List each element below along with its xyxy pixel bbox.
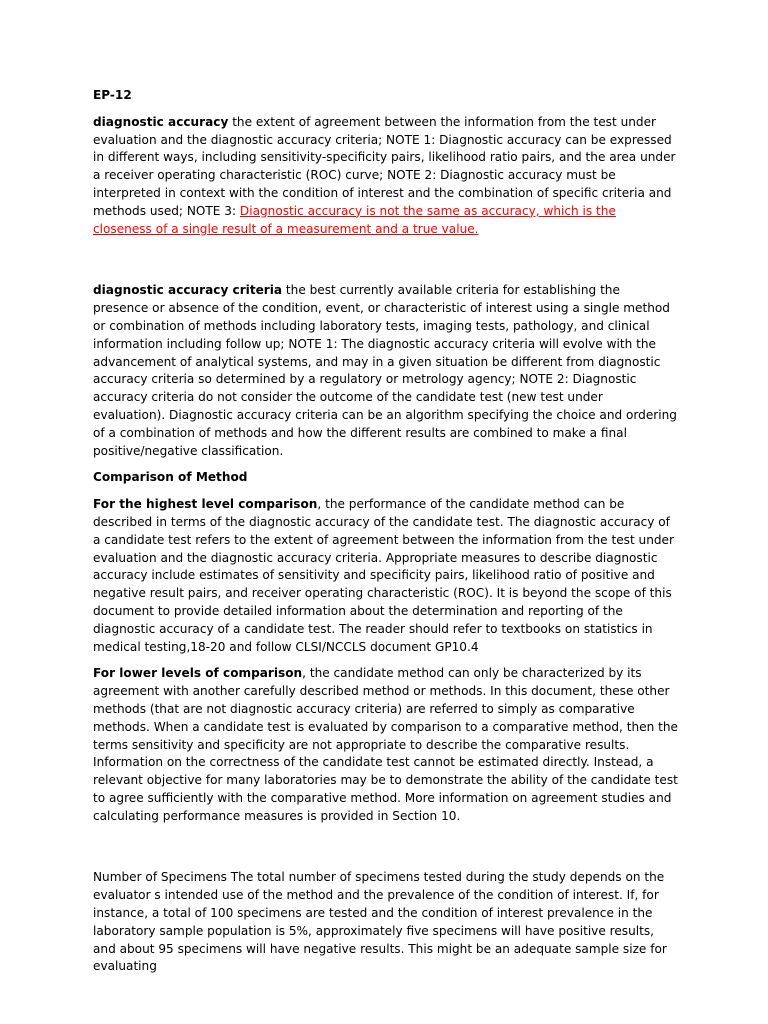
definition-text: the extent of agreement between the information from the test under evaluation and the diagnostic accuracy criteria; NOTE 1: Diagnostic accuracy can be expressed in different ways, including sensitivity-specificity pairs, likelihood ratio pairs, and the area under a receiver operating characteristic (ROC) curve; NOTE 2: Diagnostic accuracy must be interpreted in context with the condition of interest and the combination of specific criteria and methods used; NOTE 3: [93, 114, 676, 218]
definition-text: the best currently available criteria for establishing the presence or absence of the condition, event, or characteristic of interest using a single method or combination of methods including laboratory tests, imaging tests, pathology, and clinical information including follow up; NOTE 1: The diagnostic accuracy criteria will evolve with the advancement of analytical systems, and may in a given situation be different from diagnostic accuracy criteria so determined by a regulatory or metrology agency; NOTE 2: Diagnostic accuracy criteria do not consider the outcome of the candidate test (new test under evaluation). Diagnostic accuracy criteria can be an algorithm specifying the choice and ordering of a combination of methods and how the different results are combined to make a final positive/negative classification. [93, 283, 677, 458]
document-page [93, 87, 678, 976]
paragraph-highest-level-comparison [93, 496, 678, 656]
section-heading-comparison-of-method: Comparison of Method [93, 470, 248, 485]
term-diagnostic-accuracy: diagnostic accuracy [93, 114, 229, 129]
term-lower-levels-comparison: For lower levels of comparison [93, 666, 303, 681]
paragraph-text: , the performance of the candidate method can be described in terms of the diagnostic accuracy of the candidate test. The diagnostic accuracy of a candidate test refers to the extent of agreement between the information from the test under evaluation and the diagnostic accuracy criteria. Appropriate measures to describe diagnostic accuracy include estimates of sensitivity and specificity pairs, likelihood ratio of positive and negative result pairs, and receiver operating characteristic (ROC). It is beyond the scope of this document to provide detailed information about the determination and reporting of the diagnostic accuracy of a candidate test. The reader should refer to textbooks on statistics in medical testing,18-20 and follow CLSI/NCCLS document GP10.4 [93, 497, 674, 654]
paragraph-number-of-specimens: Number of Specimens The total number of specimens tested during the study depends on the evaluator s intended use of the method and the prevalence of the condition of interest. If, for instance, a total of 100 specimens are tested and the condition of interest prevalence in the laboratory sample population is 5%, approximately five specimens will have positive results, and about 95 specimens will have negative results. This might be an adequate sample size for evaluating [93, 870, 667, 974]
document-id-heading: EP-12 [93, 88, 132, 102]
definition-paragraph-diagnostic-accuracy [93, 114, 678, 239]
highlighted-note-text: Diagnostic accuracy is not the same as accuracy, which is the closeness of a single result of a measurement and a true value. [93, 203, 616, 236]
paragraph-lower-levels-comparison [93, 665, 678, 825]
term-highest-level-comparison: For the highest level comparison [93, 497, 318, 512]
term-diagnostic-accuracy-criteria: diagnostic accuracy criteria [93, 283, 283, 298]
definition-paragraph-diagnostic-accuracy-criteria [93, 282, 678, 460]
paragraph-text: , the candidate method can only be characterized by its agreement with another carefully described method or methods. In this document, these other methods (that are not diagnostic accuracy criteria) are referred to simply as comparative methods. When a candidate test is evaluated by comparison to a comparative method, then the terms sensitivity and specificity are not appropriate to describe the comparative results. Information on the correctness of the candidate test cannot be estimated directly. Instead, a relevant objective for many laboratories may be to demonstrate the ability of the candidate test to agree sufficiently with the comparative method. More information on agreement studies and calculating performance measures is provided in Section 10. [93, 666, 678, 823]
